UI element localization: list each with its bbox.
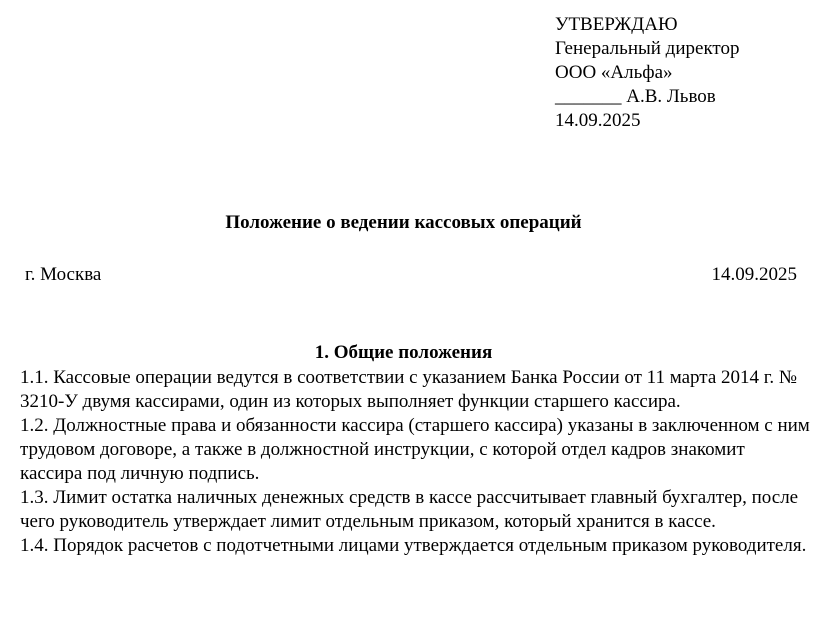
section-heading: 1. Общие положения [314, 342, 493, 363]
signature-line: _______ А.В. Львов [555, 86, 716, 107]
company-name: ООО «Альфа» [555, 62, 673, 83]
paragraph-1-2: 1.2. Должностные права и обязанности кассира (старшего кассира) указаны в заключенном с ним трудовом договоре, а также в должностной инструкции, с которой отдел кадров знакомит кассира под личную подпись. [20, 415, 810, 484]
approver-position: Генеральный директор [555, 38, 740, 59]
document-date: 14.09.2025 [711, 264, 797, 285]
paragraph-1-1: 1.1. Кассовые операции ведутся в соответствии с указанием Банка России от 11 марта 2014 г. № 3210-У двумя кассирами, один из которых выполняет функции старшего кассира. [20, 367, 798, 412]
paragraph-1-3: 1.3. Лимит остатка наличных денежных средств в кассе рассчитывает главный бухгалтер, после чего руководитель утверждает лимит отдельным приказом, который хранится в кассе. [20, 487, 799, 532]
approval-heading: УТВЕРЖДАЮ [555, 14, 678, 35]
document-place: г. Москва [25, 264, 102, 285]
paragraph-1-4: 1.4. Порядок расчетов с подотчетными лицами утверждается отдельным приказом руководителя. [20, 535, 807, 556]
document-title: Положение о ведении кассовых операций [225, 212, 582, 233]
approval-block [555, 13, 739, 133]
approval-date: 14.09.2025 [555, 110, 641, 131]
place-date-row [25, 263, 797, 287]
section-body [20, 366, 810, 558]
